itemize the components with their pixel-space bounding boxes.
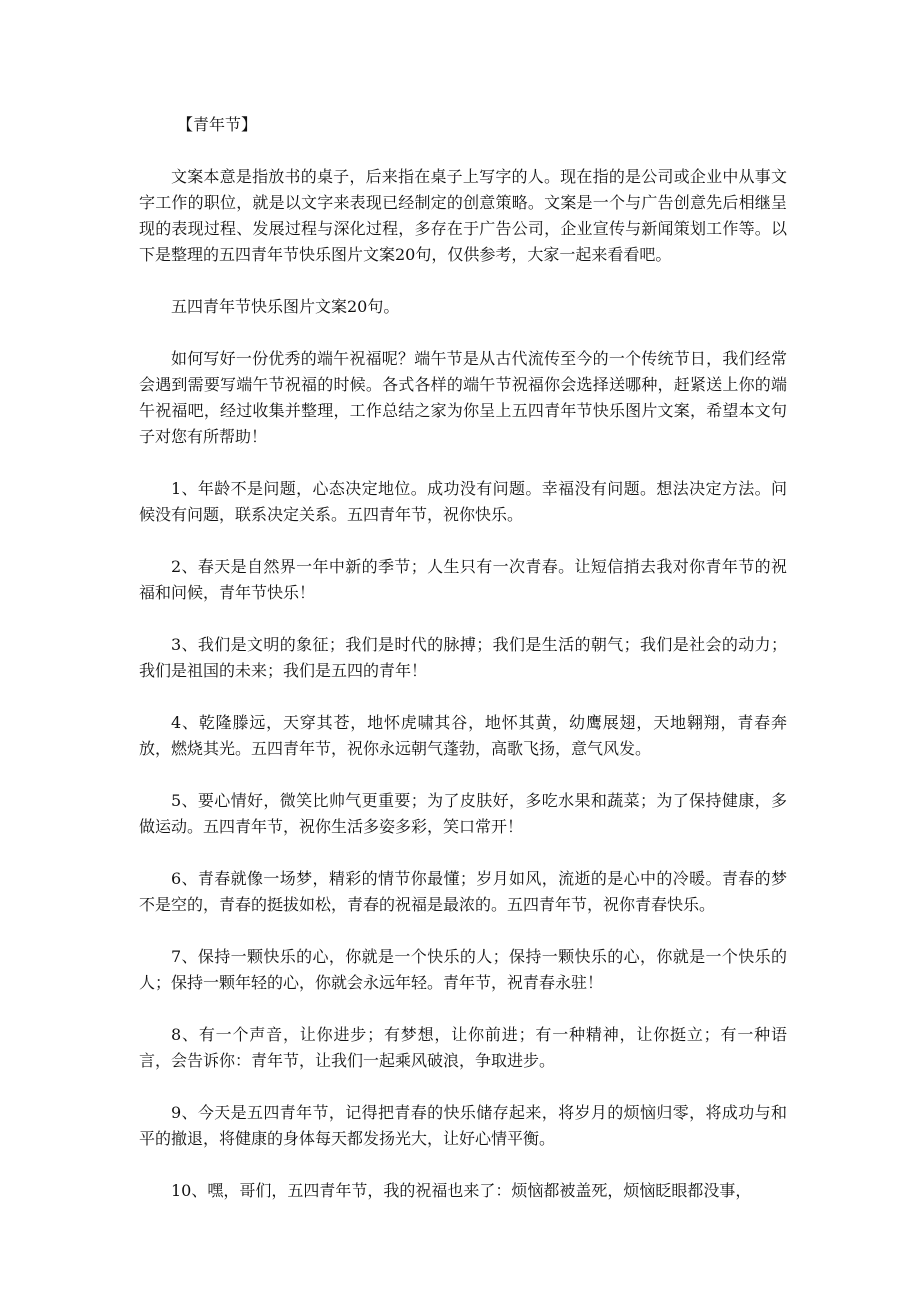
intro-paragraph: 文案本意是指放书的桌子，后来指在桌子上写字的人。现在指的是公司或企业中从事文字工作的职位，就是以文字来表现已经制定的创意策略。文案是一个与广告创意先后相继呈现的表现过程、发展过程与深化过程，多存在于广告公司，企业宣传与新闻策划工作等。以下是整理的五四青年节快乐图片文案20句，仅供参考，大家一起来看看吧。 [139, 167, 787, 264]
document-body [139, 112, 787, 1230]
list-item-1: 1、年龄不是问题，心态决定地位。成功没有问题。幸福没有问题。想法决定方法。问候没有问题，联系决定关系。五四青年节，祝你快乐。 [139, 479, 787, 524]
list-item-8: 8、有一个声音，让你进步；有梦想，让你前进；有一种精神，让你挺立；有一种语言，会告诉你：青年节，让我们一起乘风破浪，争取进步。 [139, 1025, 787, 1070]
list-item-7: 7、保持一颗快乐的心，你就是一个快乐的人；保持一颗快乐的心，你就是一个快乐的人；保持一颗年轻的心，你就会永远年轻。青年节，祝青春永驻！ [139, 947, 787, 992]
list-item-4: 4、乾隆滕远，天穿其苍，地怀虎啸其谷，地怀其黄，幼鹰展翅，天地翱翔，青春奔放，燃烧其光。五四青年节，祝你永远朝气蓬勃，高歌飞扬，意气风发。 [139, 713, 787, 758]
list-item-10: 10、嘿，哥们，五四青年节，我的祝福也来了：烦恼都被盖死，烦恼眨眼都没事， [171, 1181, 752, 1200]
document-heading: 【青年节】 [177, 115, 258, 134]
subtitle-paragraph: 五四青年节快乐图片文案20句。 [171, 297, 400, 316]
list-item-3: 3、我们是文明的象征；我们是时代的脉搏；我们是生活的朝气；我们是社会的动力；我们是祖国的未来；我们是五四的青年！ [139, 635, 787, 680]
list-item-5: 5、要心情好，微笑比帅气更重要；为了皮肤好，多吃水果和蔬菜；为了保持健康，多做运动。五四青年节，祝你生活多姿多彩，笑口常开！ [139, 791, 787, 836]
list-item-9: 9、今天是五四青年节，记得把青春的快乐储存起来，将岁月的烦恼归零，将成功与和平的撤退，将健康的身体每天都发扬光大，让好心情平衡。 [139, 1103, 787, 1148]
list-item-2: 2、春天是自然界一年中新的季节；人生只有一次青春。让短信捎去我对你青年节的祝福和问候，青年节快乐！ [139, 557, 787, 602]
preface-paragraph: 如何写好一份优秀的端午祝福呢？端午节是从古代流传至今的一个传统节日，我们经常会遇到需要写端午节祝福的时候。各式各样的端午节祝福你会选择送哪种，赶紧送上你的端午祝福吧，经过收集并整理，工作总结之家为你呈上五四青年节快乐图片文案，希望本文句子对您有所帮助！ [139, 349, 787, 446]
list-item-6: 6、青春就像一场梦，精彩的情节你最懂；岁月如风，流逝的是心中的冷暖。青春的梦不是空的，青春的挺拔如松，青春的祝福是最浓的。五四青年节，祝你青春快乐。 [139, 869, 787, 914]
